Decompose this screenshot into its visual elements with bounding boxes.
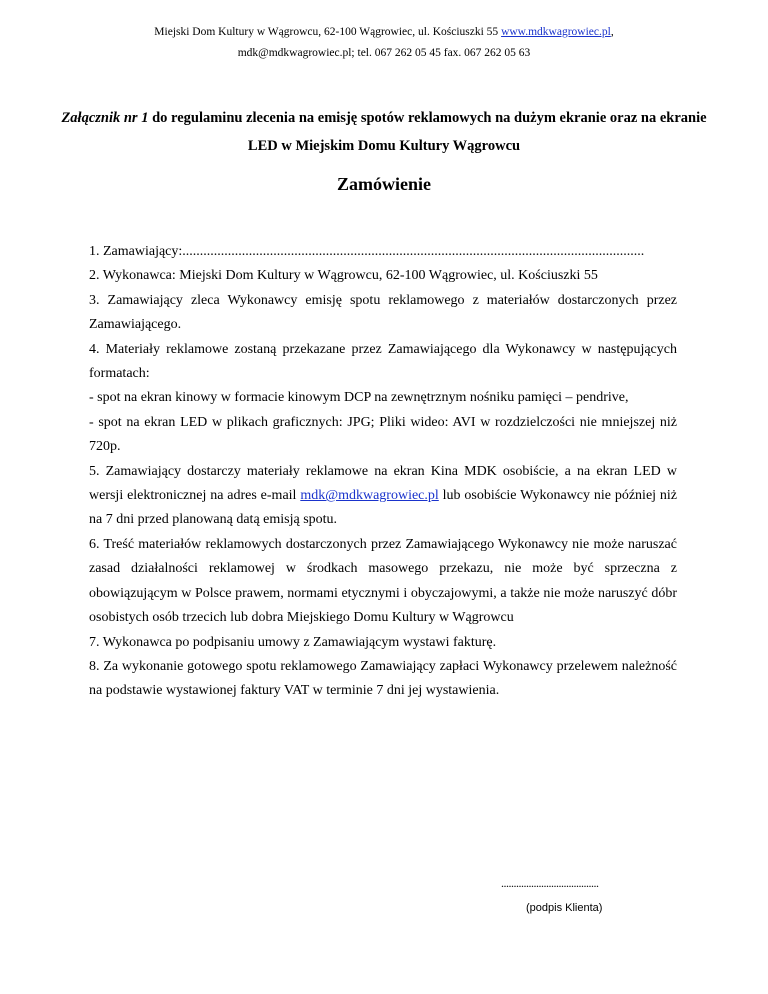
address-tail: , xyxy=(610,26,614,38)
paragraph-9: 7. Wykonawca po podpisaniu umowy z Zamawiającym wystawi fakturę. xyxy=(89,634,497,650)
website-link[interactable]: www.mdkwagrowiec.pl xyxy=(501,26,611,38)
letterhead xyxy=(0,22,768,64)
paragraph-3: 3. Zamawiający zleca Wykonawcy emisję spotu reklamowego z materiałów dostarczonych przez Zamawiającego. xyxy=(89,292,677,333)
letterhead-address-line xyxy=(0,22,768,43)
paragraph-8: 6. Treść materiałów reklamowych dostarczonych przez Zamawiającego Wykonawcy nie może naruszać zasad działalności reklamowej w środkach masowego przekazu, nie może być sprzeczna z obowiązującym w Polsce prawem, normami etycznymi i obyczajowymi, a także nie może naruszyć dóbr osobistych osób trzecich lub dobra Miejskiego Domu Kultury w Wągrowcu xyxy=(89,536,677,626)
paragraph-1: 1. Zamawiający:.................................................................................................................................... xyxy=(89,244,645,259)
email-link[interactable]: mdk@mdkwagrowiec.pl xyxy=(300,488,439,504)
annex-description: do regulaminu zlecenia na emisję spotów reklamowych na dużym ekranie oraz na ekranie LED w Miejskim Domu Kultury Wągrowcu xyxy=(148,110,707,154)
paragraph-6: - spot na ekran LED w plikach graficznych: JPG; Pliki wideo: AVI w rozdzielczości nie mniejszej niż 720p. xyxy=(89,414,677,455)
paragraph-2: 2. Wykonawca: Miejski Dom Kultury w Wągrowcu, 62-100 Wągrowiec, ul. Kościuszki 55 xyxy=(89,268,598,284)
letterhead-contact-line: mdk@mdkwagrowiec.pl; tel. 067 262 05 45 fax. 067 262 05 63 xyxy=(237,47,531,59)
paragraph-4: 4. Materiały reklamowe zostaną przekazane przez Zamawiającego dla Wykonawcy w następujących formatach: xyxy=(89,341,677,382)
signature-line: ....................................... xyxy=(501,876,599,890)
annex-label: Załącznik nr 1 xyxy=(61,110,149,126)
paragraph-7 xyxy=(89,460,677,533)
document-title: Zamówienie xyxy=(337,174,431,194)
signature-caption: (podpis Klienta) xyxy=(526,902,603,914)
paragraph-7-part-b: lub osobiście Wykonawcy nie później niż na 7 dni przed planowaną datą emisją spotu. xyxy=(89,488,678,528)
paragraph-7-part-a: 5. Zamawiający dostarczy materiały reklamowe na ekran Kina MDK osobiście, a na ekran LED w wersji elektronicznej na adres e-mail xyxy=(89,463,677,504)
paragraph-10: 8. Za wykonanie gotowego spotu reklamowego Zamawiający zapłaci Wykonawcy przelewem należność na podstawie wystawionej faktury VAT w terminie 7 dni jej wystawienia. xyxy=(89,658,677,699)
paragraph-5: - spot na ekran kinowy w formacie kinowym DCP na zewnętrznym nośniku pamięci – pendrive, xyxy=(89,390,629,406)
annex-heading xyxy=(60,104,708,160)
address-text: Miejski Dom Kultury w Wągrowcu, 62-100 Wągrowiec, ul. Kościuszki 55 xyxy=(154,26,502,38)
document-body xyxy=(89,240,677,704)
